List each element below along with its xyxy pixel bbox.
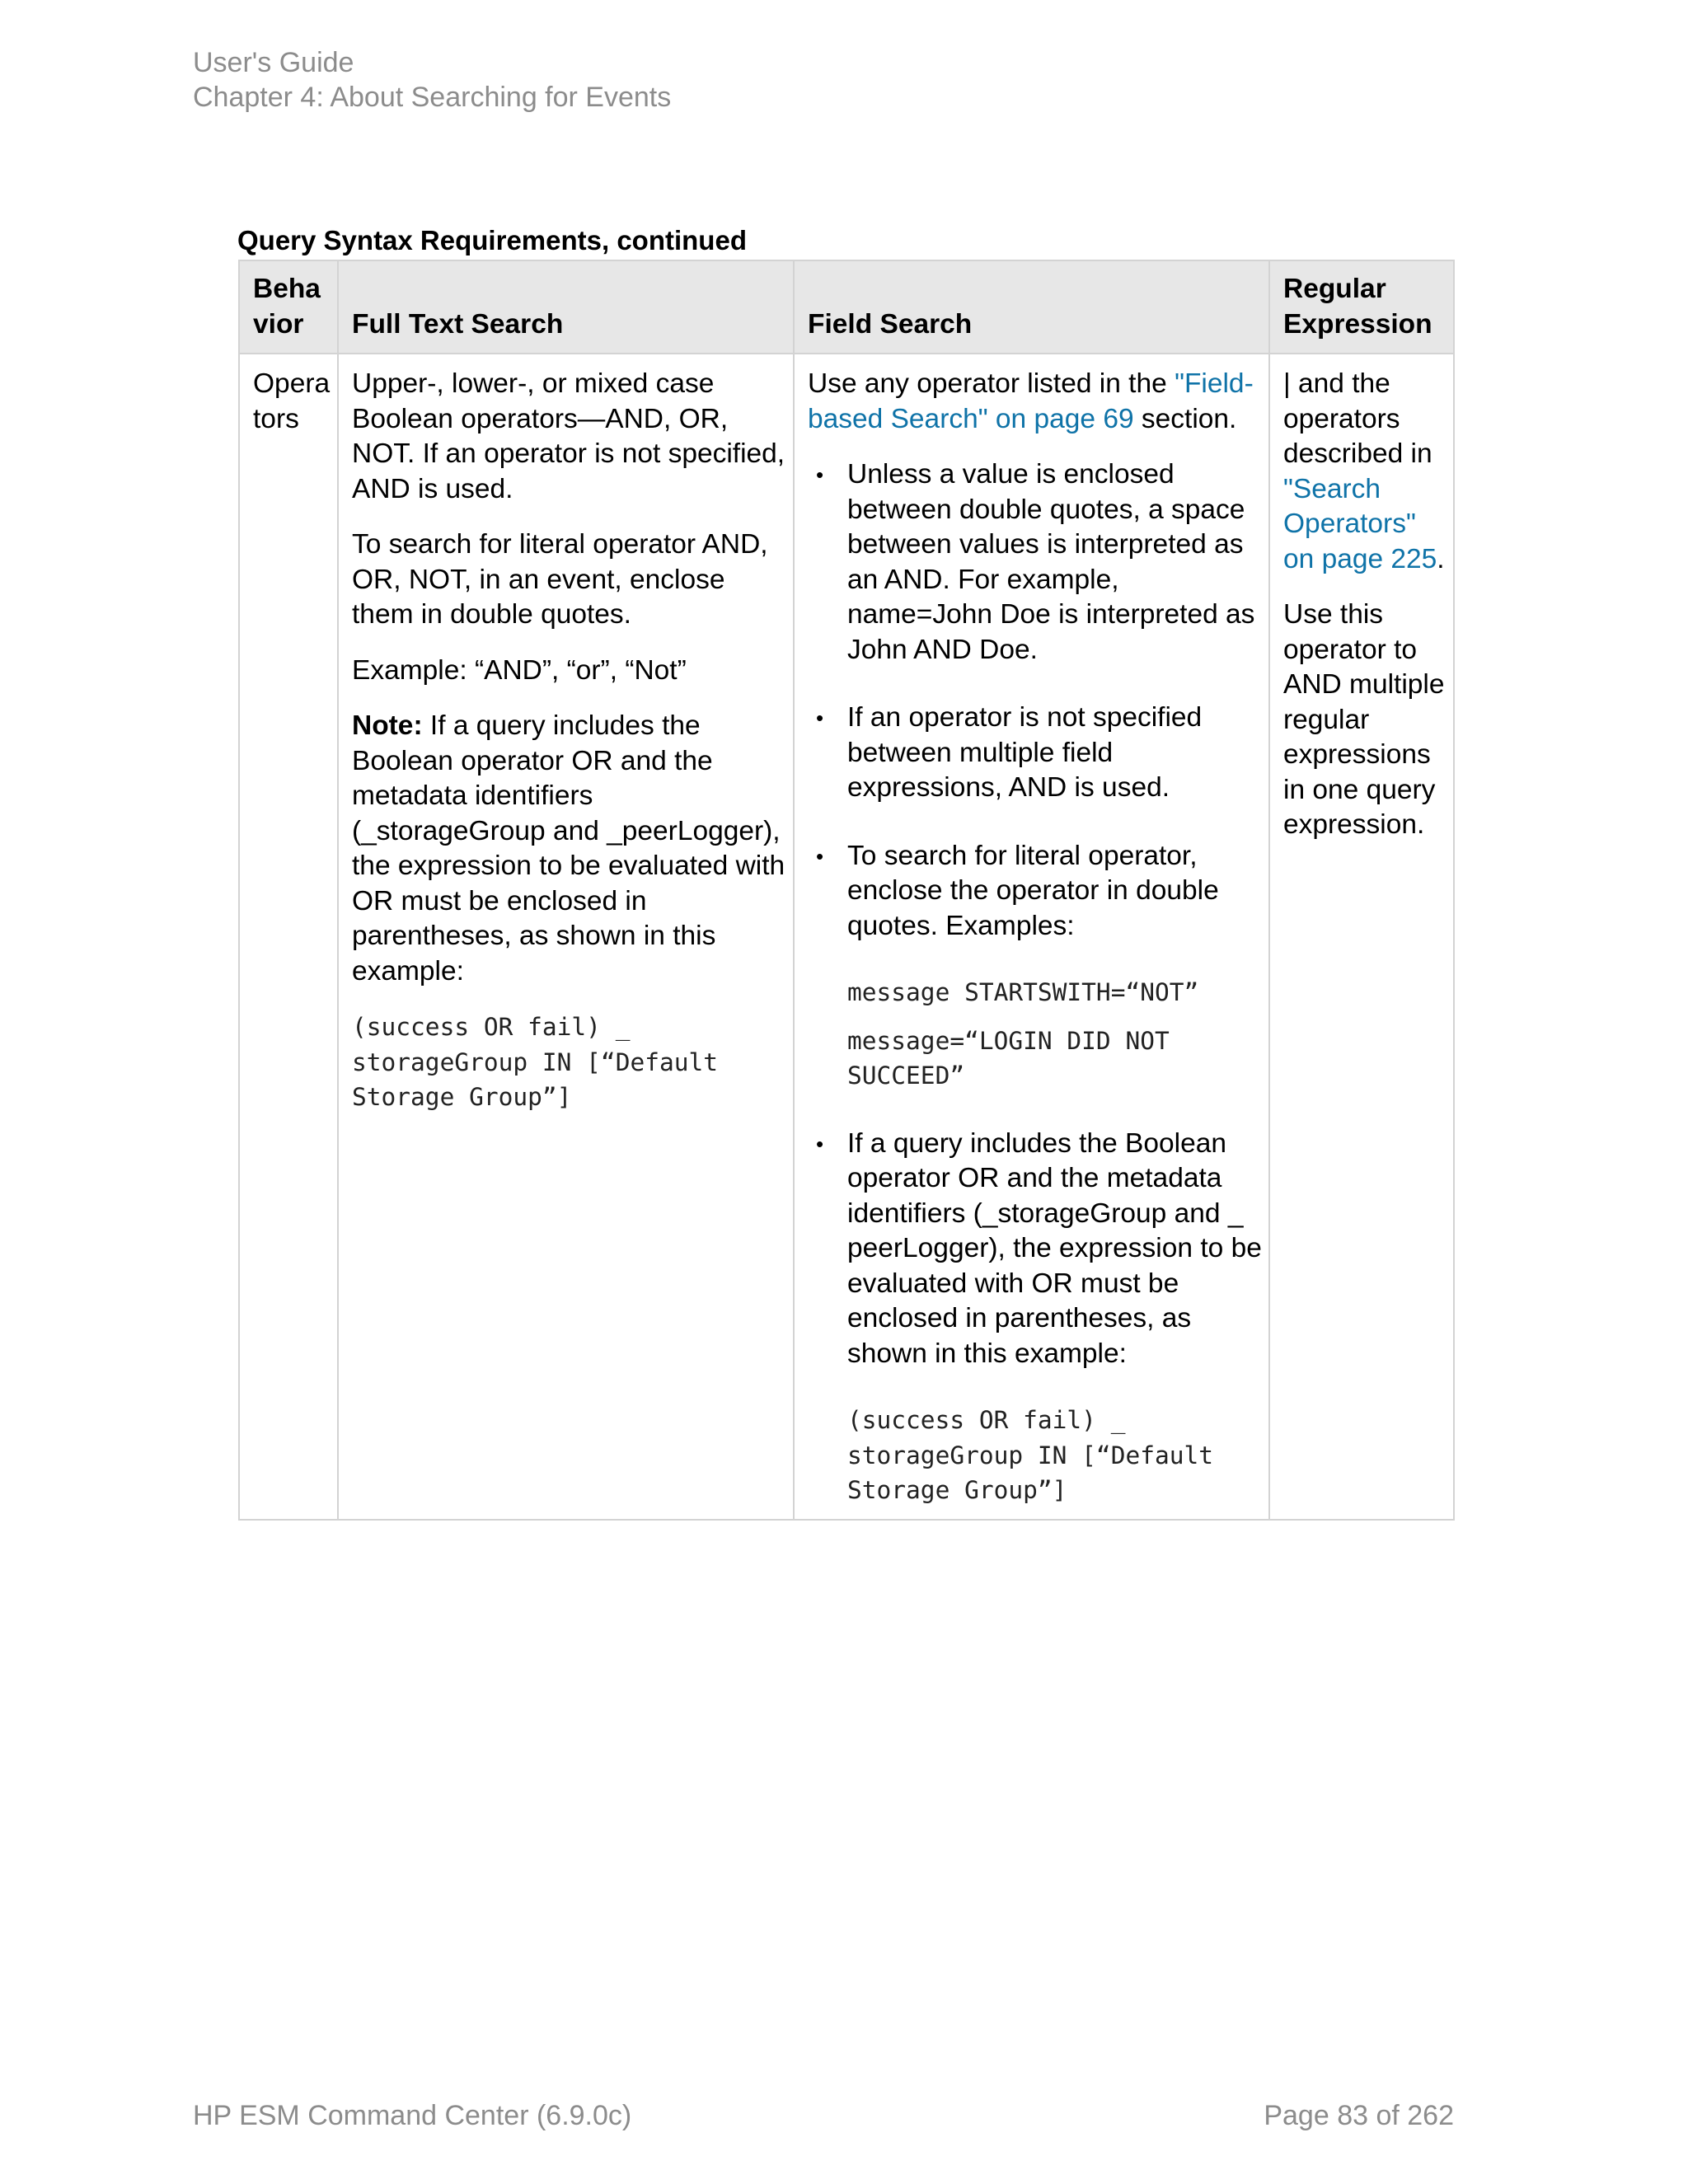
- header-behavior: Beha vior: [239, 260, 338, 354]
- cell-behavior: Opera tors: [239, 354, 338, 1520]
- table-caption: Query Syntax Requirements, continued: [237, 225, 747, 255]
- full-text-example: Example: “AND”, “or”, “Not”: [352, 654, 687, 686]
- footer-product: HP ESM Command Center (6.9.0c): [193, 2100, 632, 2131]
- table-header-row: [239, 260, 1454, 354]
- header-field-search: Field Search: [794, 260, 1269, 354]
- list-item: • If a query includes the Boolean operator OR and the metadata identifiers (_storageGroup and _ peerLogger), the expression to be evaluated with OR must be enclosed in parentheses, as shown in this example: (success OR fail) _ storageGroup IN [“Default Storage Group”]: [847, 1127, 1262, 1508]
- query-syntax-table: [238, 260, 1455, 1521]
- header-regular-expression: Regular Expression: [1269, 260, 1454, 354]
- field-bullet-list: [808, 457, 1262, 1508]
- full-text-code-example: (success OR fail) _ storageGroup IN [“Default Storage Group”]: [352, 1013, 719, 1111]
- full-text-para-1: Upper-, lower-, or mixed case Boolean operators—AND, OR, NOT. If an operator is not specified, AND is used.: [352, 368, 785, 504]
- header-full-text-search: Full Text Search: [338, 260, 794, 354]
- regex-para-2: Use this operator to AND multiple regular expressions in one query expression.: [1283, 599, 1445, 840]
- header-guide-title: User's Guide: [193, 47, 354, 78]
- footer-page-number: Page 83 of 262: [1264, 2100, 1454, 2131]
- header-chapter-title: Chapter 4: About Searching for Events: [193, 82, 672, 113]
- cell-full-text-search: [338, 354, 794, 1520]
- field-intro: Use any operator listed in the "Field-based Search" on page 69 section.: [808, 368, 1254, 434]
- field-based-search-link[interactable]: "Field-based Search" on page 69: [808, 368, 1254, 434]
- full-text-para-2: To search for literal operator AND, OR, NOT, in an event, enclose them in double quotes.: [352, 529, 768, 630]
- note-label: Note:: [352, 710, 423, 741]
- list-item: • To search for literal operator, enclose the operator in double quotes. Examples: message STARTSWITH=“NOT” message=“LOGIN DID NOT SUCCEED”: [847, 839, 1262, 1094]
- code-startswith-example: message STARTSWITH=“NOT”: [847, 978, 1199, 1006]
- regex-para-1: | and the operators described in "Search Operators" on page 225.: [1283, 368, 1445, 574]
- list-item: • If an operator is not specified between multiple field expressions, AND is used.: [847, 701, 1262, 806]
- search-operators-link[interactable]: "Search Operators" on page 225: [1283, 473, 1437, 574]
- full-text-note: Note: If a query includes the Boolean operator OR and the metadata identifiers (_storageGroup and _peerLogger), the expression to be evaluated with OR must be enclosed in parentheses, as shown in this example:: [352, 710, 785, 987]
- cell-field-search: [794, 354, 1269, 1520]
- code-storagegroup-example: (success OR fail) _ storageGroup IN [“Default Storage Group”]: [847, 1406, 1214, 1504]
- table-row: [239, 354, 1454, 1520]
- list-item: • Unless a value is enclosed between double quotes, a space between values is interpreted as an AND. For example, name=John Doe is interpreted as John AND Doe.: [847, 457, 1262, 668]
- code-message-example: message=“LOGIN DID NOT SUCCEED”: [847, 1026, 1170, 1090]
- cell-regular-expression: [1269, 354, 1454, 1520]
